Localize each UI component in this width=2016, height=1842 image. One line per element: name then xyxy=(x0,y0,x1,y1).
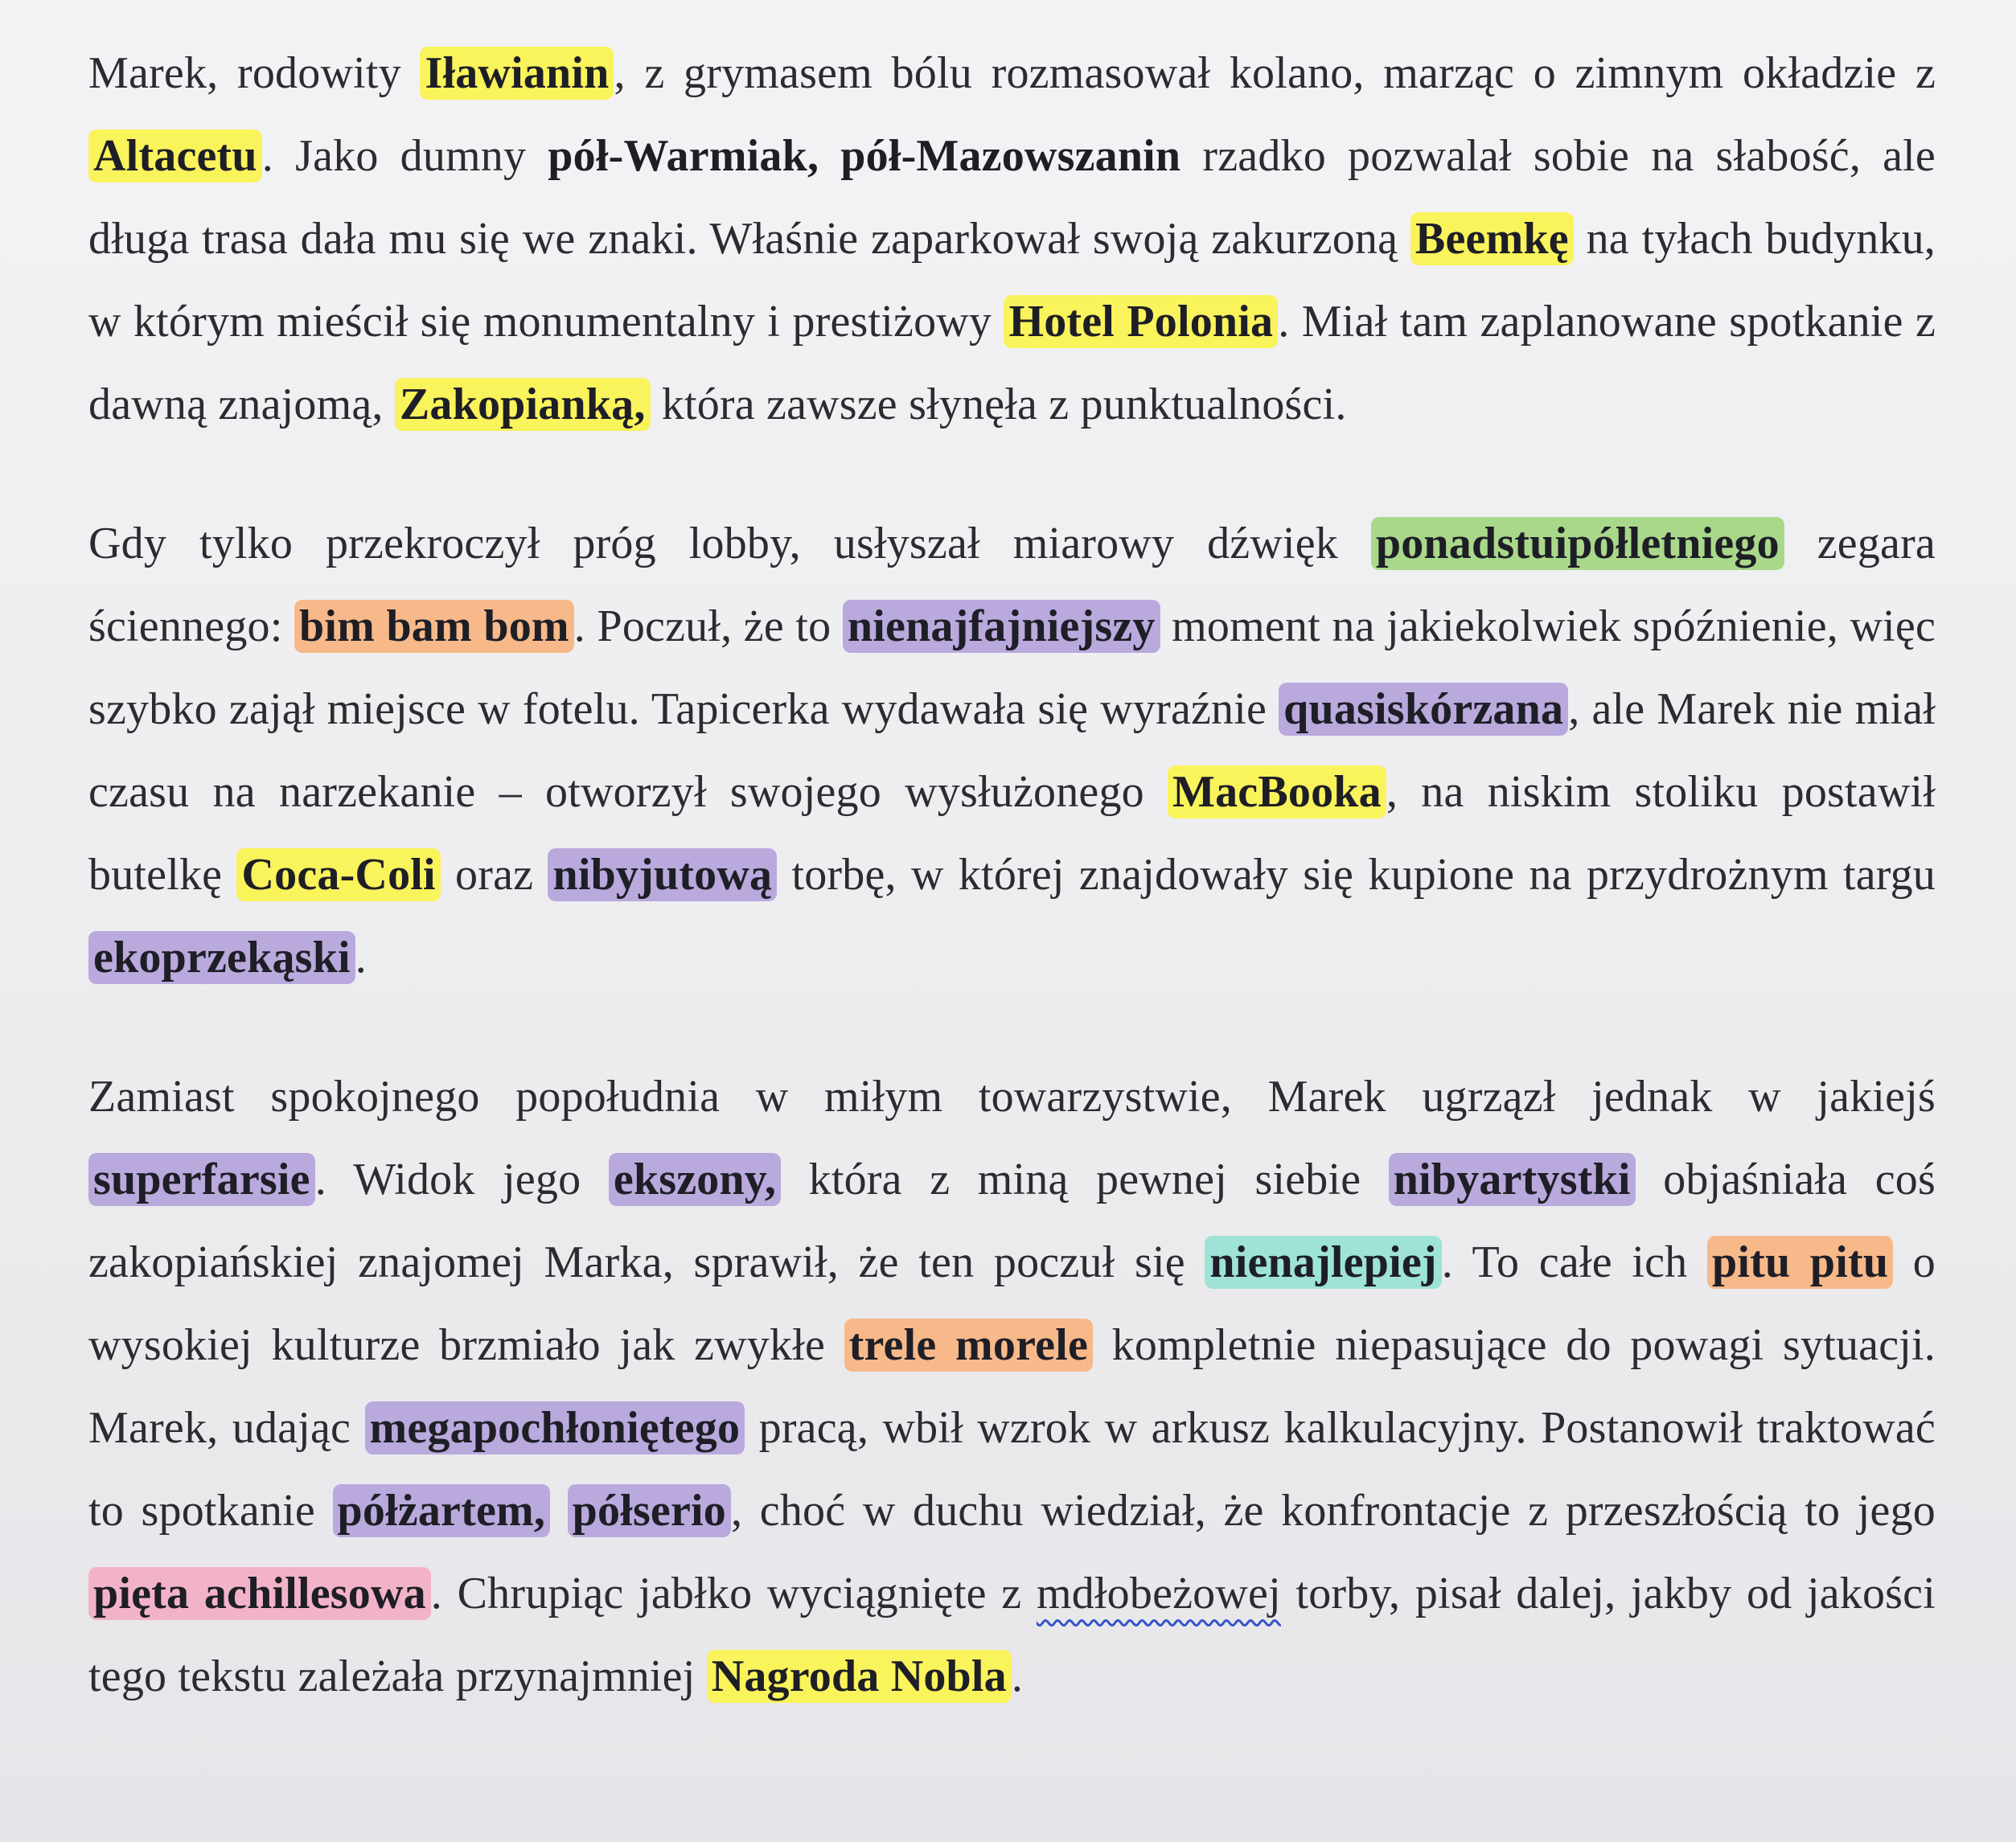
text-run: . xyxy=(355,933,367,983)
text-run: Gdy tylko przekroczył próg lobby, usłyszał miarowy dźwięk xyxy=(88,519,1371,568)
highlighted-word-yellow: Beemkę xyxy=(1410,212,1574,265)
text-run: Zamiast spokojnego popołudnia w miłym towarzystwie, Marek ugrzązł jednak w jakiejś xyxy=(88,1072,1936,1122)
text-run: która z miną pewnej siebie xyxy=(781,1155,1389,1204)
text-run: , z grymasem bólu rozmasował kolano, marząc o zimnym okładzie z xyxy=(614,48,1936,98)
highlighted-word-teal: nienajlepiej xyxy=(1205,1236,1441,1289)
text-run: na tyłach budynku, w którym mieścił się monumentalny i prestiżowy xyxy=(88,214,1936,347)
highlighted-word-purple: półserio xyxy=(568,1484,731,1537)
text-run: moment na jakiekolwiek spóźnienie, więc szybko zajął miejsce w fotelu. Tapicerka wydawała się wyraźnie xyxy=(88,601,1936,734)
text-run: kompletnie niepasujące do powagi sytuacji. Marek, udając xyxy=(88,1320,1936,1453)
text-run: , ale Marek nie miał czasu na narzekanie – otworzył swojego wysłużonego xyxy=(88,684,1936,817)
text-run: zegara ściennego: xyxy=(88,519,1936,651)
highlighted-word-yellow: Zakopianką, xyxy=(395,378,651,431)
text-run: rzadko pozwalał sobie na słabość, ale długa trasa dała mu się we znaki. Właśnie zaparkował swoją zakurzoną xyxy=(88,131,1936,264)
text-run: pracą, wbił wzrok w arkusz kalkulacyjny. Postanowił traktować to spotkanie xyxy=(88,1403,1936,1536)
highlighted-word-purple: quasiskórzana xyxy=(1279,683,1568,736)
paragraph-1 xyxy=(88,32,1936,446)
highlighted-word-purple: nienajfajniejszy xyxy=(843,600,1160,653)
text-run: . Miał tam zaplanowane spotkanie z dawną znajomą, xyxy=(88,297,1936,429)
highlighted-word-yellow: MacBooka xyxy=(1168,765,1386,818)
text-run: . Widok jego xyxy=(314,1155,609,1204)
text-run xyxy=(550,1486,568,1536)
highlighted-word-purple: półżartem, xyxy=(333,1484,551,1537)
text-run: . To całe ich xyxy=(1441,1237,1707,1287)
text-run: , na niskim stoliku postawił butelkę xyxy=(88,767,1936,900)
highlighted-word-orange: bim bam bom xyxy=(294,600,574,653)
highlighted-word-yellow: Iławianin xyxy=(420,47,614,100)
text-run: o wysokiej kulturze brzmiało jak zwykłe xyxy=(88,1237,1936,1370)
highlighted-word-orange: trele morele xyxy=(844,1319,1093,1372)
text-run: , choć w duchu wiedział, że konfrontacje z przeszłością to jego xyxy=(731,1486,1936,1536)
text-run: . Poczuł, że to xyxy=(573,601,843,651)
text-run: . Jako dumny xyxy=(261,131,548,181)
text-run: objaśniała coś zakopiańskiej znajomej Marka, sprawił, że ten poczuł się xyxy=(88,1155,1936,1287)
highlighted-word-orange: pitu pitu xyxy=(1707,1236,1893,1289)
highlighted-word-yellow: Altacetu xyxy=(88,129,262,183)
text-run: Marek, rodowity xyxy=(88,48,421,98)
text-run: która zawsze słynęła z punktualności. xyxy=(650,379,1347,429)
highlighted-word-yellow: Nagroda Nobla xyxy=(707,1650,1012,1703)
text-run: . xyxy=(1011,1651,1024,1701)
highlighted-word-purple: superfarsie xyxy=(88,1153,315,1206)
highlighted-word-bold: pół-Warmiak, pół-Mazowszanin xyxy=(548,131,1181,181)
highlighted-word-yellow: Coca-Coli xyxy=(236,848,440,901)
spellcheck-underlined-word: mdłobeżowej xyxy=(1036,1569,1281,1618)
text-run: . Chrupiąc jabłko wyciągnięte z xyxy=(430,1569,1037,1618)
highlighted-word-green: ponadstuipółletniego xyxy=(1371,517,1784,570)
text-run: oraz xyxy=(440,850,548,900)
highlighted-word-purple: nibyartystki xyxy=(1389,1153,1636,1206)
text-run: torbę, w której znajdowały się kupione na przydrożnym targu xyxy=(777,850,1936,900)
highlighted-word-yellow: Hotel Polonia xyxy=(1004,295,1278,348)
highlighted-word-pink: pięta achillesowa xyxy=(88,1567,431,1620)
highlighted-word-purple: nibyjutową xyxy=(548,848,777,901)
highlighted-word-purple: ekszony, xyxy=(609,1153,781,1206)
paragraph-2 xyxy=(88,503,1936,999)
text-run: torby, pisał dalej, jakby od jakości tego tekstu zależała przynajmniej xyxy=(88,1569,1936,1701)
highlighted-word-purple: ekoprzekąski xyxy=(88,931,355,984)
highlighted-word-purple: megapochłoniętego xyxy=(365,1401,745,1454)
paragraph-3 xyxy=(88,1056,1936,1718)
